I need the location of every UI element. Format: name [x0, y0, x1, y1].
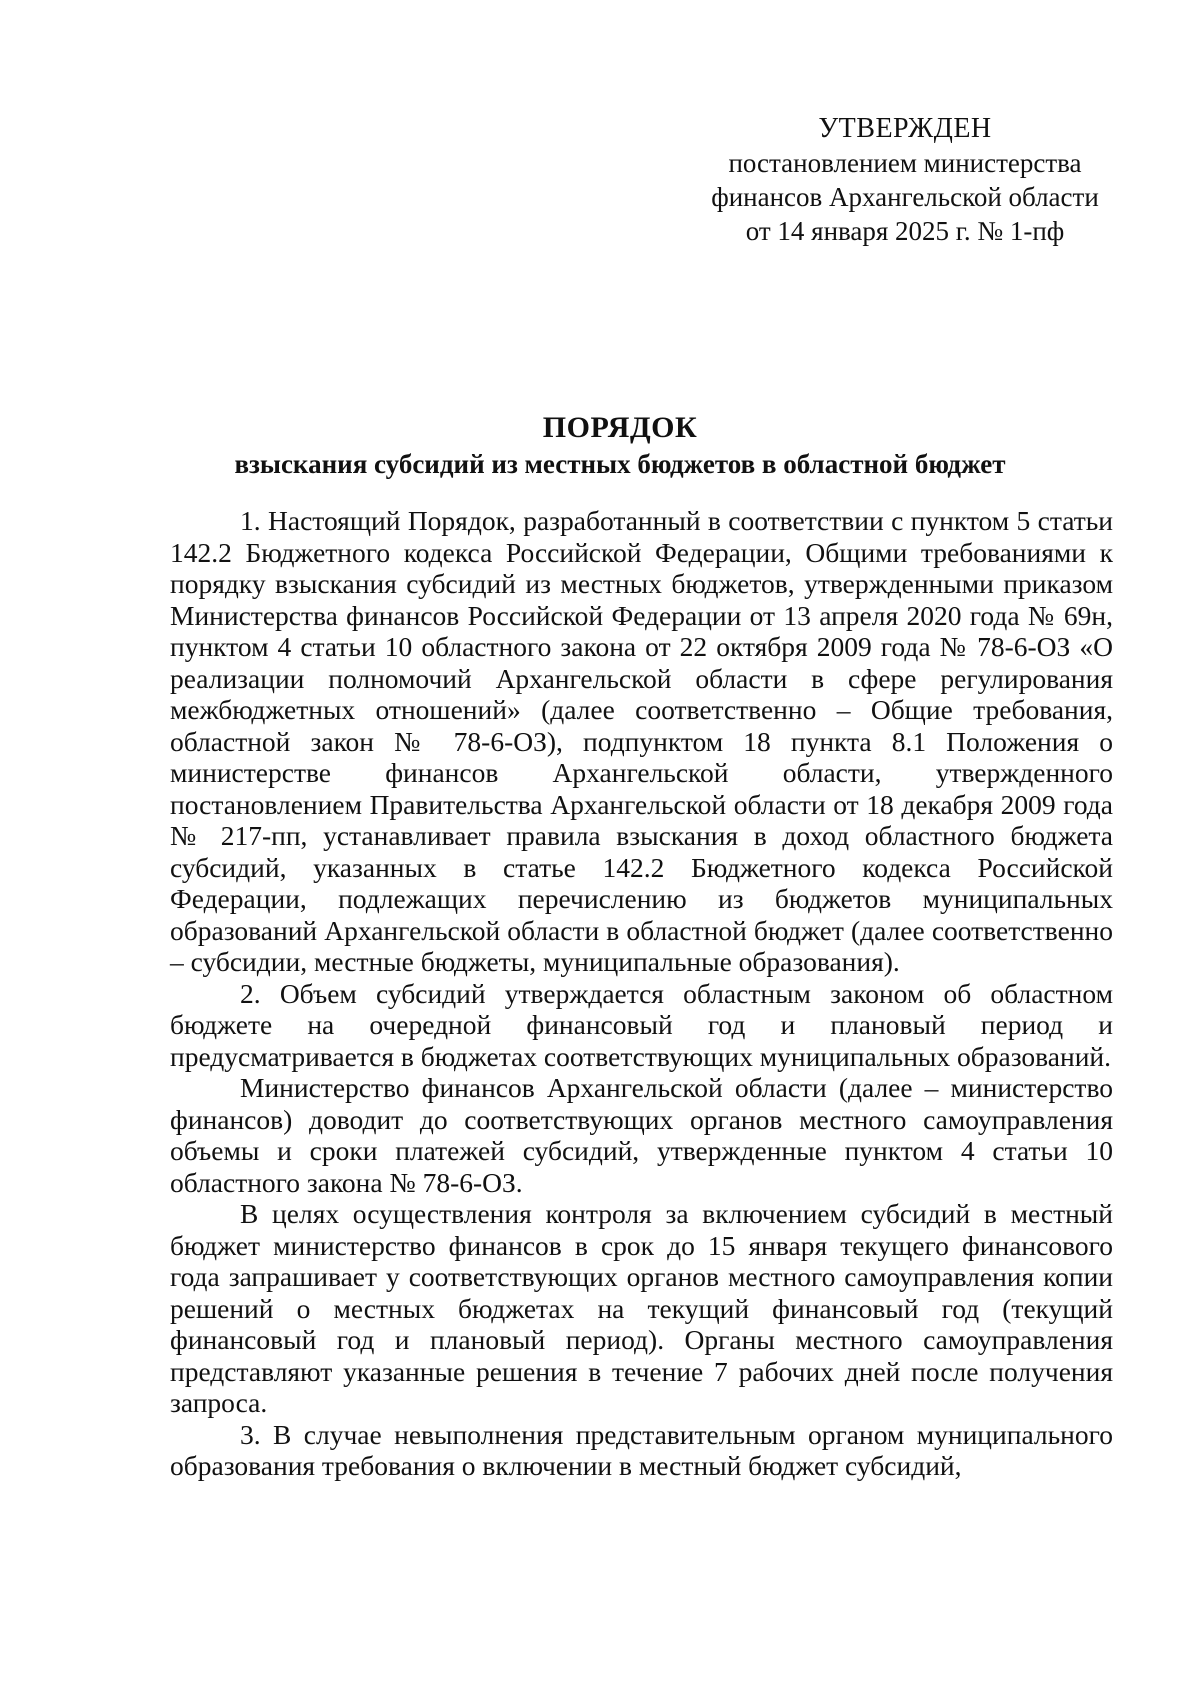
document-body: [170, 505, 1113, 1482]
paragraph-3: Министерство финансов Архангельской области (далее – министерство финансов) доводит до соответствующих органов местного самоуправления объемы и сроки платежей субсидий, утвержденные пунктом 4 статьи 10 областного закона № 78-6-ОЗ.: [170, 1072, 1113, 1198]
paragraph-2: 2. Объем субсидий утверждается областным законом об областном бюджете на очередной финансовый год и плановый период и предусматривается в бюджетах соответствующих муниципальных образований.: [170, 977, 1113, 1072]
approval-line-1: постановлением министерства: [728, 148, 1082, 178]
paragraph-5: 3. В случае невыполнения представительным органом муниципального образования требования о включении в местный бюджет субсидий,: [170, 1418, 1113, 1481]
document-subtitle: взыскания субсидий из местных бюджетов в областной бюджет: [234, 449, 1006, 479]
approval-stamp-block: [670, 112, 1140, 248]
document-heading: [160, 410, 1080, 482]
document-title: ПОРЯДОК: [542, 411, 698, 444]
paragraph-4: В целях осуществления контроля за включением субсидий в местный бюджет министерство финансов в срок до 15 января текущего финансового года запрашивает у соответствующих органов местного самоуправления копии решений о местных бюджетах на текущий финансовый год (текущий финансовый год и плановый период). Органы местного самоуправления представляют указанные решения в течение 7 рабочих дней после получения запроса.: [170, 1198, 1113, 1418]
paragraph-1: 1. Настоящий Порядок, разработанный в соответствии с пунктом 5 статьи 142.2 Бюджетного кодекса Российской Федерации, Общими требованиями к порядку взыскания субсидий из местных бюджетов, утвержденными приказом Министерства финансов Российской Федерации от 13 апреля 2020 года № 69н, пунктом 4 статьи 10 областного закона от 22 октября 2009 года № 78-6-ОЗ «О реализации полномочий Архангельской области в сфере регулирования межбюджетных отношений» (далее соответственно – Общие требования, областной закон № 78-6-ОЗ), подпунктом 18 пункта 8.1 Положения о министерстве финансов Архангельской области, утвержденного постановлением Правительства Архангельской области от 18 декабря 2009 года № 217-пп, устанавливает правила взыскания в доход областного бюджета субсидий, указанных в статье 142.2 Бюджетного кодекса Российской Федерации, подлежащих перечислению из бюджетов муниципальных образований Архангельской области в областной бюджет (далее соответственно – субсидии, местные бюджеты, муниципальные образования).: [170, 505, 1113, 977]
approval-title: УТВЕРЖДЕН: [818, 113, 992, 144]
approval-line-3: от 14 января 2025 г. № 1-пф: [745, 216, 1065, 246]
approval-line-2: финансов Архангельской области: [711, 182, 1099, 212]
